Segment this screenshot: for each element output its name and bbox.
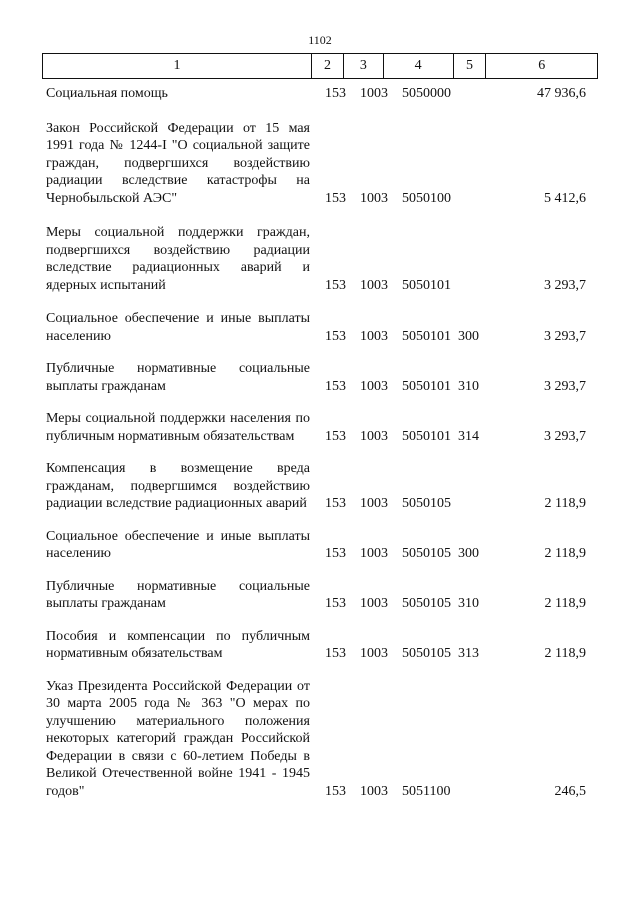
row-description: Социальное обеспечение и иные выплаты населению — [46, 311, 310, 344]
row-ministry-code: 153 — [325, 783, 346, 799]
header-col-1: 1 — [173, 58, 181, 73]
row-amount: 47 936,6 — [537, 86, 586, 101]
row-description: Закон Российской Федерации от 15 мая 1991 года № 1244-I "О социальной защите граждан, подвергшихся воздействию радиации вследствие катастрофы на Чернобыльской АЭС" — [46, 120, 310, 206]
table-row — [42, 310, 598, 345]
row-ministry-code: 153 — [325, 277, 346, 293]
header-col-3: 3 — [343, 54, 383, 78]
row-description: Публичные нормативные социальные выплаты гражданам — [46, 578, 310, 611]
row-expense-type: 300 — [458, 546, 479, 561]
table-row — [42, 460, 598, 513]
table-row — [42, 628, 598, 663]
row-amount: 3 293,7 — [544, 277, 586, 293]
row-amount: 5 412,6 — [544, 190, 586, 206]
row-section-code: 1003 — [360, 496, 388, 511]
row-description: Социальная помощь — [46, 86, 168, 101]
row-description: Пособия и компенсации по публичным нормативным обязательствам — [46, 628, 310, 661]
row-expense-type: 310 — [458, 596, 479, 611]
row-amount: 246,5 — [554, 783, 586, 799]
row-ministry-code: 153 — [325, 596, 346, 611]
row-expense-type: 310 — [458, 378, 479, 394]
table-row — [42, 578, 598, 613]
row-target-code: 5050101 — [402, 378, 451, 394]
row-section-code: 1003 — [360, 277, 388, 293]
row-description: Публичные нормативные социальные выплаты гражданам — [46, 361, 310, 394]
table-row — [42, 528, 598, 563]
row-amount: 2 118,9 — [544, 496, 586, 511]
row-section-code: 1003 — [360, 428, 388, 444]
row-amount: 2 118,9 — [544, 546, 586, 561]
table-row — [42, 224, 598, 294]
row-description: Меры социальной поддержки населения по публичным нормативным обязательствам — [46, 411, 310, 444]
row-expense-type: 314 — [458, 428, 479, 444]
row-ministry-code: 153 — [325, 428, 346, 444]
table-row — [42, 120, 598, 208]
table-row — [42, 85, 598, 103]
row-target-code: 5050101 — [402, 428, 451, 444]
row-section-code: 1003 — [360, 596, 388, 611]
row-amount: 3 293,7 — [544, 428, 586, 444]
row-amount: 2 118,9 — [544, 646, 586, 661]
row-description: Указ Президента Российской Федерации от 30 марта 2005 года № 363 "О мерах по улучшению материального положения некоторых категорий граждан Российской Федерации в связи с 60-летием Победы в Великой Отечественной войне 1941 - 1945 годов" — [46, 678, 310, 799]
row-section-code: 1003 — [360, 646, 388, 661]
row-amount: 3 293,7 — [544, 328, 586, 344]
row-description: Меры социальной поддержки граждан, подвергшихся воздействию радиации вследствие радиационных аварий и ядерных испытаний — [46, 225, 310, 293]
row-target-code: 5050105 — [402, 496, 451, 511]
row-target-code: 5050100 — [402, 190, 451, 206]
table-row — [42, 360, 598, 395]
row-section-code: 1003 — [360, 190, 388, 206]
header-col-5: 5 — [453, 54, 486, 78]
page-number: 1102 — [308, 33, 332, 47]
row-section-code: 1003 — [360, 328, 388, 344]
row-expense-type: 313 — [458, 646, 479, 661]
header-col-2: 2 — [311, 54, 343, 78]
row-description: Компенсация в возмещение вреда гражданам, подвергшимся воздействию радиации вследствие радиационных аварий — [46, 461, 310, 511]
row-expense-type: 300 — [458, 328, 479, 344]
row-ministry-code: 153 — [325, 646, 346, 661]
row-ministry-code: 153 — [325, 546, 346, 561]
row-ministry-code: 153 — [325, 86, 346, 101]
row-ministry-code: 153 — [325, 190, 346, 206]
row-amount: 2 118,9 — [544, 596, 586, 611]
row-target-code: 5050101 — [402, 277, 451, 293]
row-target-code: 5051100 — [402, 783, 451, 799]
row-section-code: 1003 — [360, 783, 388, 799]
header-col-4: 4 — [383, 54, 453, 78]
header-col-6: 6 — [485, 54, 597, 78]
table-row — [42, 678, 598, 801]
row-target-code: 5050000 — [402, 86, 451, 101]
table-row — [42, 410, 598, 445]
row-target-code: 5050105 — [402, 646, 451, 661]
row-amount: 3 293,7 — [544, 378, 586, 394]
row-description: Социальное обеспечение и иные выплаты населению — [46, 528, 310, 561]
table-header — [42, 53, 598, 79]
row-section-code: 1003 — [360, 546, 388, 561]
row-section-code: 1003 — [360, 86, 388, 101]
budget-table — [42, 53, 598, 800]
row-section-code: 1003 — [360, 378, 388, 394]
row-target-code: 5050105 — [402, 596, 451, 611]
row-target-code: 5050105 — [402, 546, 451, 561]
row-target-code: 5050101 — [402, 328, 451, 344]
row-ministry-code: 153 — [325, 378, 346, 394]
row-ministry-code: 153 — [325, 328, 346, 344]
row-ministry-code: 153 — [325, 496, 346, 511]
